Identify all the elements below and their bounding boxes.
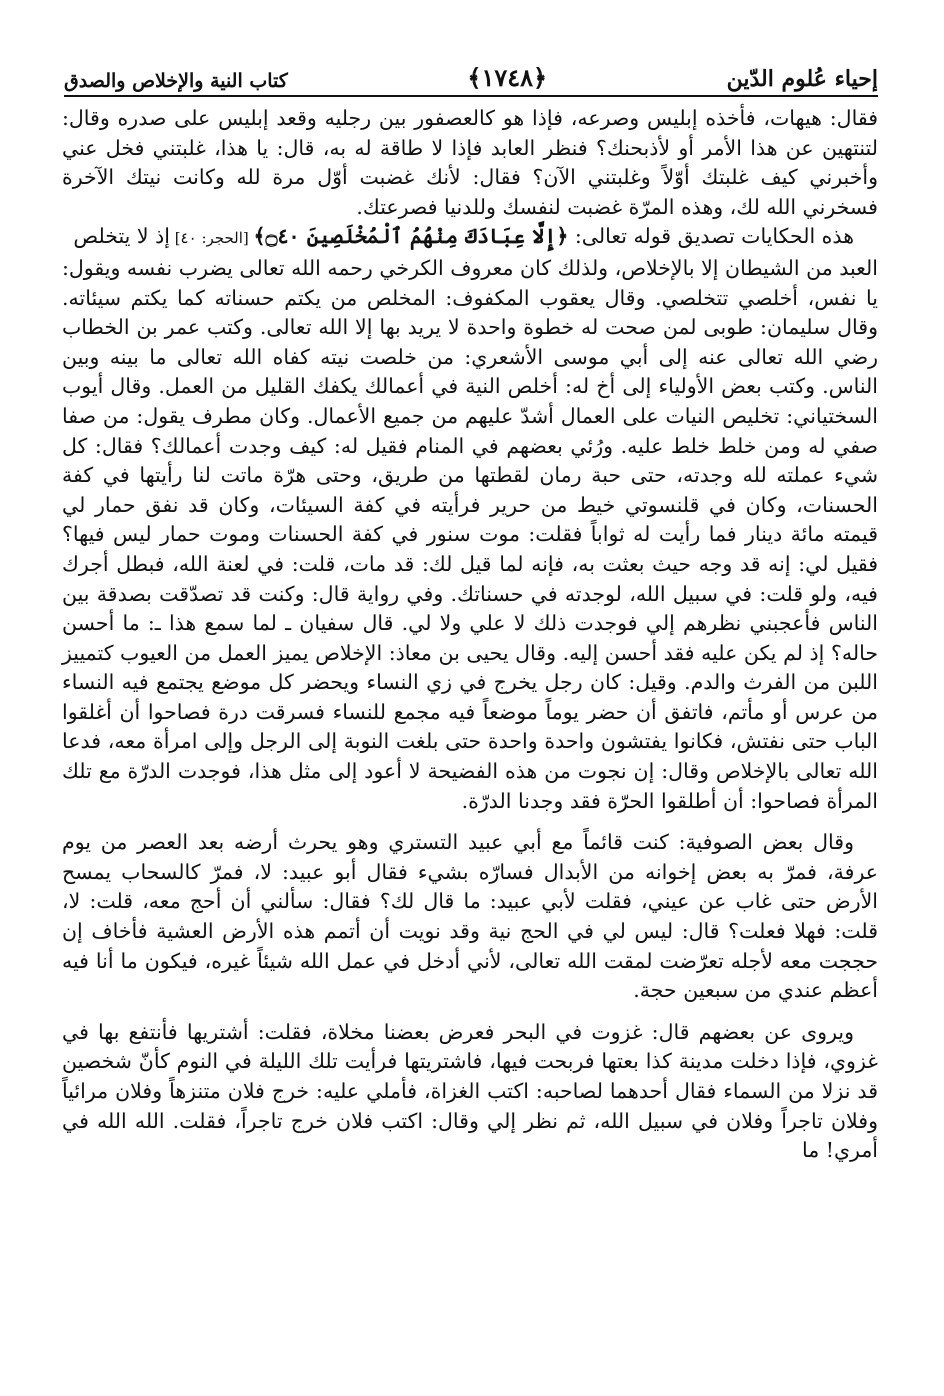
verse-after: إذ لا يتخلص bbox=[73, 224, 170, 249]
paragraph-2: العبد من الشيطان إلا بالإخلاص، ولذلك كان معروف الكرخي رحمه الله تعالى يضرب نفسه ويقول: يا نفس، أخلصي تتخلصي. وقال يعقوب المكفوف: المخلص من يكتم حسناته كما يكتم سيئاته. وقال سليمان: طوبى لمن صحت له خطوة واحدة لا يريد بها إلا الله تعالى. وكتب عمر بن الخطاب رضي الله تعالى عنه إلى أبي موسى الأشعري: من خلصت نيته كفاه الله تعالى ما بينه وبين الناس. وكتب بعض الأولياء إلى أخ له: أخلص النية في أعمالك يكفك القليل من العمل. وقال أيوب السختياني: تخليص النيات على العمال أشدّ عليهم من جميع الأعمال. وكان مطرف يقول: من صفا صفي له ومن خلط خلط عليه. ورُئي بعضهم في المنام فقيل له: كيف وجدت أعمالك؟ فقال: كل شيء عملته لله وجدته، حتى حبة رمان لقطتها من طريق، وحتى هرّة ماتت لنا رأيتها في كفة الحسنات، وكان في قلنسوتي خيط من حرير فرأيته في كفة السيئات، وكان قد نفق حمار لي قيمته مائة دينار فما رأيت له ثواباً فقلت: موت سنور في كفة الحسنات وموت حمار ليس فيها؟ فقيل لي: إنه قد وجه حيث بعثت به، فإنه لما قيل لك: قد مات، قلت: في لعنة الله، فبطل أجرك فيه، ولو قلت: في سبيل الله، لوجدته في حسناتك. وفي رواية قال: وكنت قد تصدّقت بصدقة بين الناس فأعجبني نظرهم إلي فوجدت ذلك لا علي ولا لي. قال سفيان ـ لما سمع هذا ـ: ما أحسن حاله؟ إذ لم يكن عليه فقد أحسن إليه. وقال يحيى بن معاذ: الإخلاص يميز العمل من العيوب كتمييز اللبن من الفرث والدم. وقيل: كان رجل يخرج في زي النساء ويحضر كل موضع يجتمع فيه النساء من عرس أو مأتم، فاتفق أن حضر يوماً موضعاً فيه مجمع للنساء فسرقت درة فصاحوا أن أغلقوا الباب حتى نفتش، فكانوا يفتشون واحدة واحدة حتى بلغت النوبة إلى الرجل وإلى امرأة معه، فدعا الله تعالى بالإخلاص وقال: إن نجوت من هذه الفضيحة لا أعود إلى مثل هذا، فوجدت الدرّة مع تلك المرأة فصاحوا: أن أطلقوا الحرّة فقد وجدنا الدرّة. bbox=[62, 255, 878, 813]
body-text bbox=[62, 104, 878, 1166]
page-number: ﴿١٧٤٨﴾ bbox=[467, 63, 548, 92]
paragraph-1: فقال: هيهات، فأخذه إبليس وصرعه، فإذا هو كالعصفور بين رجليه وقعد إبليس على صدره وقال: لتنتهين عن هذا الأمر أو لأذبحنك؟ فنظر العابد فإذا لا طاقة له به، قال: يا هذا، غلبتني فخل عني وأخبرني كيف غلبتك أوّلاً وغلبتني الآن؟ فقال: لأنك غضبت أوّل مرة لله وكانت نيتك الآخرة فسخرني الله لك، وهذه المرّة غضبت لنفسك وللدنيا فصرعتك. bbox=[62, 106, 878, 219]
chapter-title: كتاب النية والإخلاص والصدق bbox=[64, 70, 288, 92]
verse-paragraph-lead bbox=[62, 222, 878, 254]
verse-intro: هذه الحكايات تصديق قوله تعالى: bbox=[568, 224, 854, 249]
quran-verse: ﴿إِلَّا عِبَادَكَ مِنْهُمُ ٱلْمُخْلَصِينَ ۝٤٠﴾ bbox=[253, 224, 569, 249]
paragraph-3: وقال بعض الصوفية: كنت قائماً مع أبي عبيد التستري وهو يحرث أرضه بعد العصر من يوم عرفة، فمرّ به بعض إخوانه من الأبدال فسارّه بشيء فقال أبو عبيد: لا، فمرّ كالسحاب يمسح الأرض حتى غاب عن عيني، فقلت لأبي عبيد: ما قال لك؟ فقال: سألني أن أحج معه، قلت: لا، قلت: فهلا فعلت؟ قال: ليس لي في الحج نية وقد نويت أن أتمم هذه الأرض العشية فأخاف إن حججت معه لأجله تعرّضت لمقت الله تعالى، لأني أدخل في عمل الله شيئاً غيره، فيكون ما أنا فيه أعظم عندي من سبعين حجة. bbox=[62, 830, 878, 1003]
book-title: إحياء عُلوم الدّين bbox=[726, 66, 878, 92]
header-divider bbox=[64, 95, 878, 97]
paragraph-4: ويروى عن بعضهم قال: غزوت في البحر فعرض بعضنا مخلاة، فقلت: أشتريها فأنتفع بها في غزوي، فإذا دخلت مدينة كذا بعتها فربحت فيها، فاشتريتها فرأيت تلك الليلة في النوم كأنّ شخصين قد نزلا من السماء فقال أحدهما لصاحبه: اكتب الغزاة، فأملي عليه: خرج فلان متنزهاً وفلان مرائياً وفلان تاجراً وفلان في سبيل الله، ثم نظر إلي وقال: اكتب فلان خرج تاجراً، فقلت. الله الله في أمري! ما bbox=[62, 1019, 878, 1163]
page-header bbox=[64, 52, 878, 92]
verse-citation: [الحجر: ٤٠] bbox=[169, 229, 254, 248]
